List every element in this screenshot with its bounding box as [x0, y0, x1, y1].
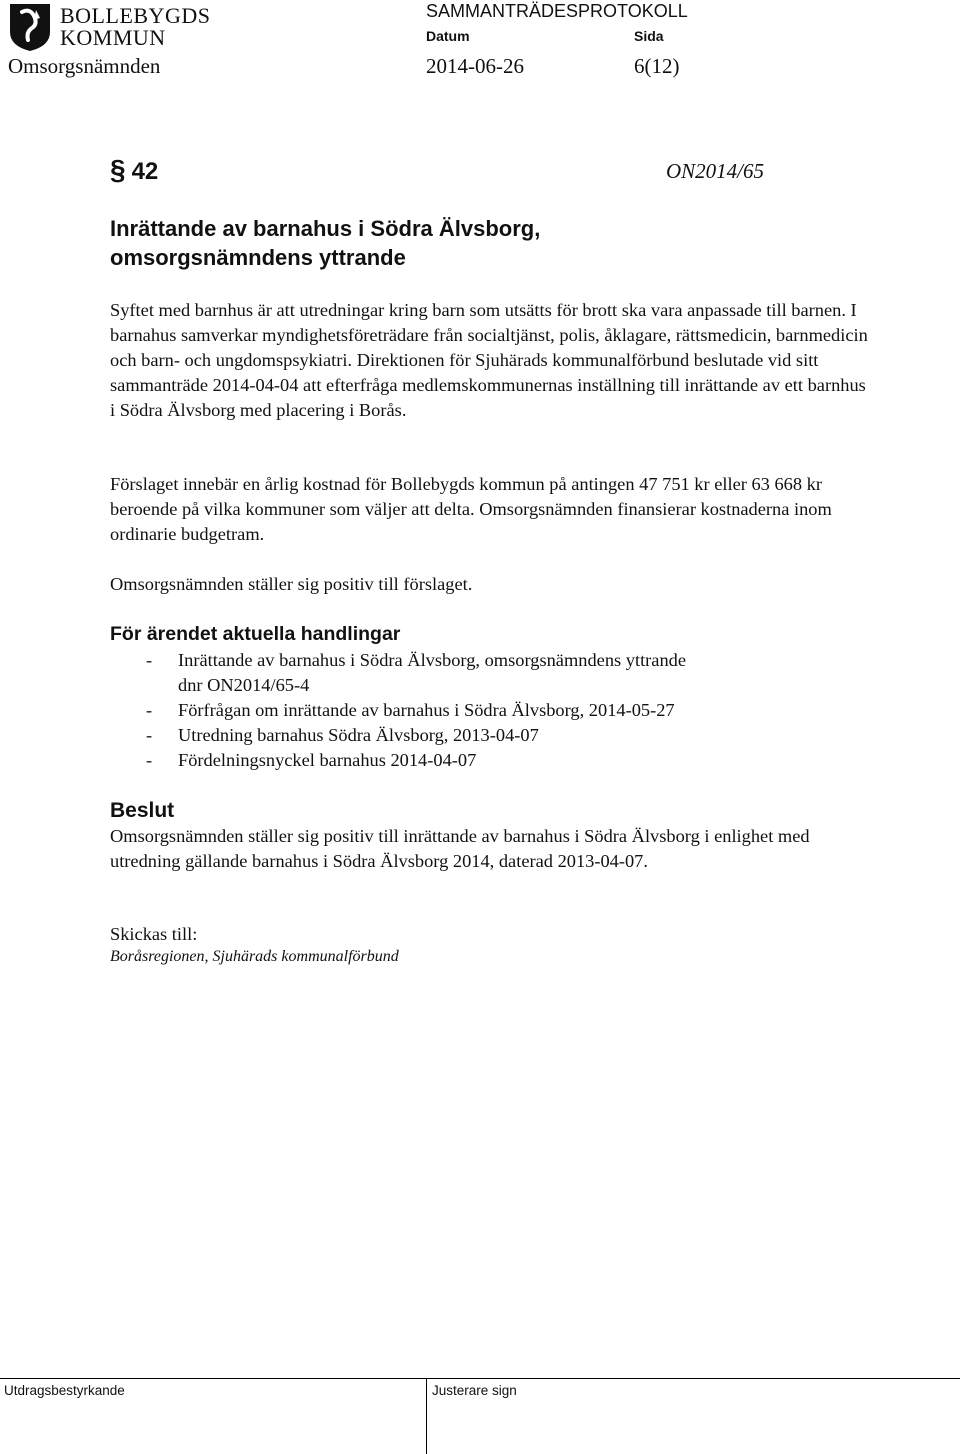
list-item [146, 698, 906, 723]
list-item [146, 648, 906, 698]
footer-attestation-label: Utdragsbestyrkande [4, 1383, 125, 1398]
section-number [110, 154, 158, 188]
distribution-label: Skickas till: [110, 924, 198, 944]
distribution-recipients: Boråsregionen, Sjuhärads kommunalförbund [110, 948, 399, 965]
paragraph-sign: § [110, 154, 126, 185]
list-item-text: Förfrågan om inrättande av barnahus i Södra Älvsborg, 2014-05-27 [178, 700, 675, 720]
list-dash: - [146, 700, 153, 720]
list-item [146, 723, 906, 748]
documents-list [146, 648, 906, 773]
list-item-text: Inrättande av barnahus i Södra Älvsborg, omsorgsnämndens yttrande [178, 650, 687, 670]
paragraph-text: Förslaget innebär en årlig kostnad för Bollebygds kommun på antingen 47 751 kr eller 63 668 kr beroende på vilka kommuner som väljer att delta. Omsorgsnämnden finansierar kostnaderna inom ordinarie budgetram. [110, 474, 832, 544]
list-dash: - [146, 725, 153, 745]
decision-heading: Beslut [110, 799, 175, 822]
organization-name: Omsorgsnämnden [8, 54, 161, 78]
decision-text [110, 824, 870, 874]
list-item-text: Fördelningsnyckel barnahus 2014-04-07 [178, 750, 477, 770]
case-number: ON2014/65 [666, 159, 765, 183]
list-item [146, 748, 906, 773]
municipality-logo [8, 2, 211, 54]
paragraph-text: Syftet med barnhus är att utredningar kring barn som utsätts för brott ska vara anpassade till barnen. I barnahus samverkar myndighetsföreträdare från socialtjänst, polis, åklagare, rättsmedicin, barnmedicin och barn- och ungdomspsykiatri. Direktionen för Sjuhärads kommunalförbund beslutade vid sitt sammanträde 2014-04-04 att efterfråga medlemskommunernas inställning till inrättande av ett barnhus i Södra Älvsborg med placering i Borås. [110, 300, 868, 420]
list-dash: - [146, 650, 153, 670]
footer-adjuster-signature-label: Justerare sign [432, 1383, 517, 1398]
list-item-subtext: dnr ON2014/65-4 [178, 675, 310, 695]
body-paragraph-purpose [110, 298, 870, 423]
section-number-value: 42 [131, 158, 159, 185]
date-label: Datum [426, 28, 470, 44]
list-dash: - [146, 750, 153, 770]
case-title-line2: omsorgsnämndens yttrande [110, 245, 406, 270]
body-paragraph-position [110, 572, 870, 597]
list-item-text: Utredning barnahus Södra Älvsborg, 2013-04-07 [178, 725, 539, 745]
footer-column-divider [426, 1378, 427, 1454]
document-type: SAMMANTRÄDESPROTOKOLL [426, 1, 688, 21]
meeting-date: 2014-06-26 [426, 54, 524, 78]
logo-text-line2: KOMMUN [60, 25, 166, 50]
footer-divider [0, 1378, 960, 1379]
paragraph-text: Omsorgsnämnden ställer sig positiv till förslaget. [110, 574, 473, 594]
municipality-crest-icon [8, 2, 52, 52]
paragraph-text: Omsorgsnämnden ställer sig positiv till inrättande av barnahus i Södra Älvsborg i enlighet med utredning gällande barnahus i Södra Älvsborg 2014, daterad 2013-04-07. [110, 826, 810, 871]
page-number: 6(12) [634, 54, 680, 78]
documents-heading: För ärendet aktuella handlingar [110, 623, 401, 645]
body-paragraph-cost [110, 472, 870, 547]
logo-text-line1: BOLLEBYGDS [60, 3, 211, 28]
case-title-line1: Inrättande av barnahus i Södra Älvsborg, [110, 216, 541, 241]
case-title [110, 214, 540, 272]
page-label: Sida [634, 28, 664, 44]
